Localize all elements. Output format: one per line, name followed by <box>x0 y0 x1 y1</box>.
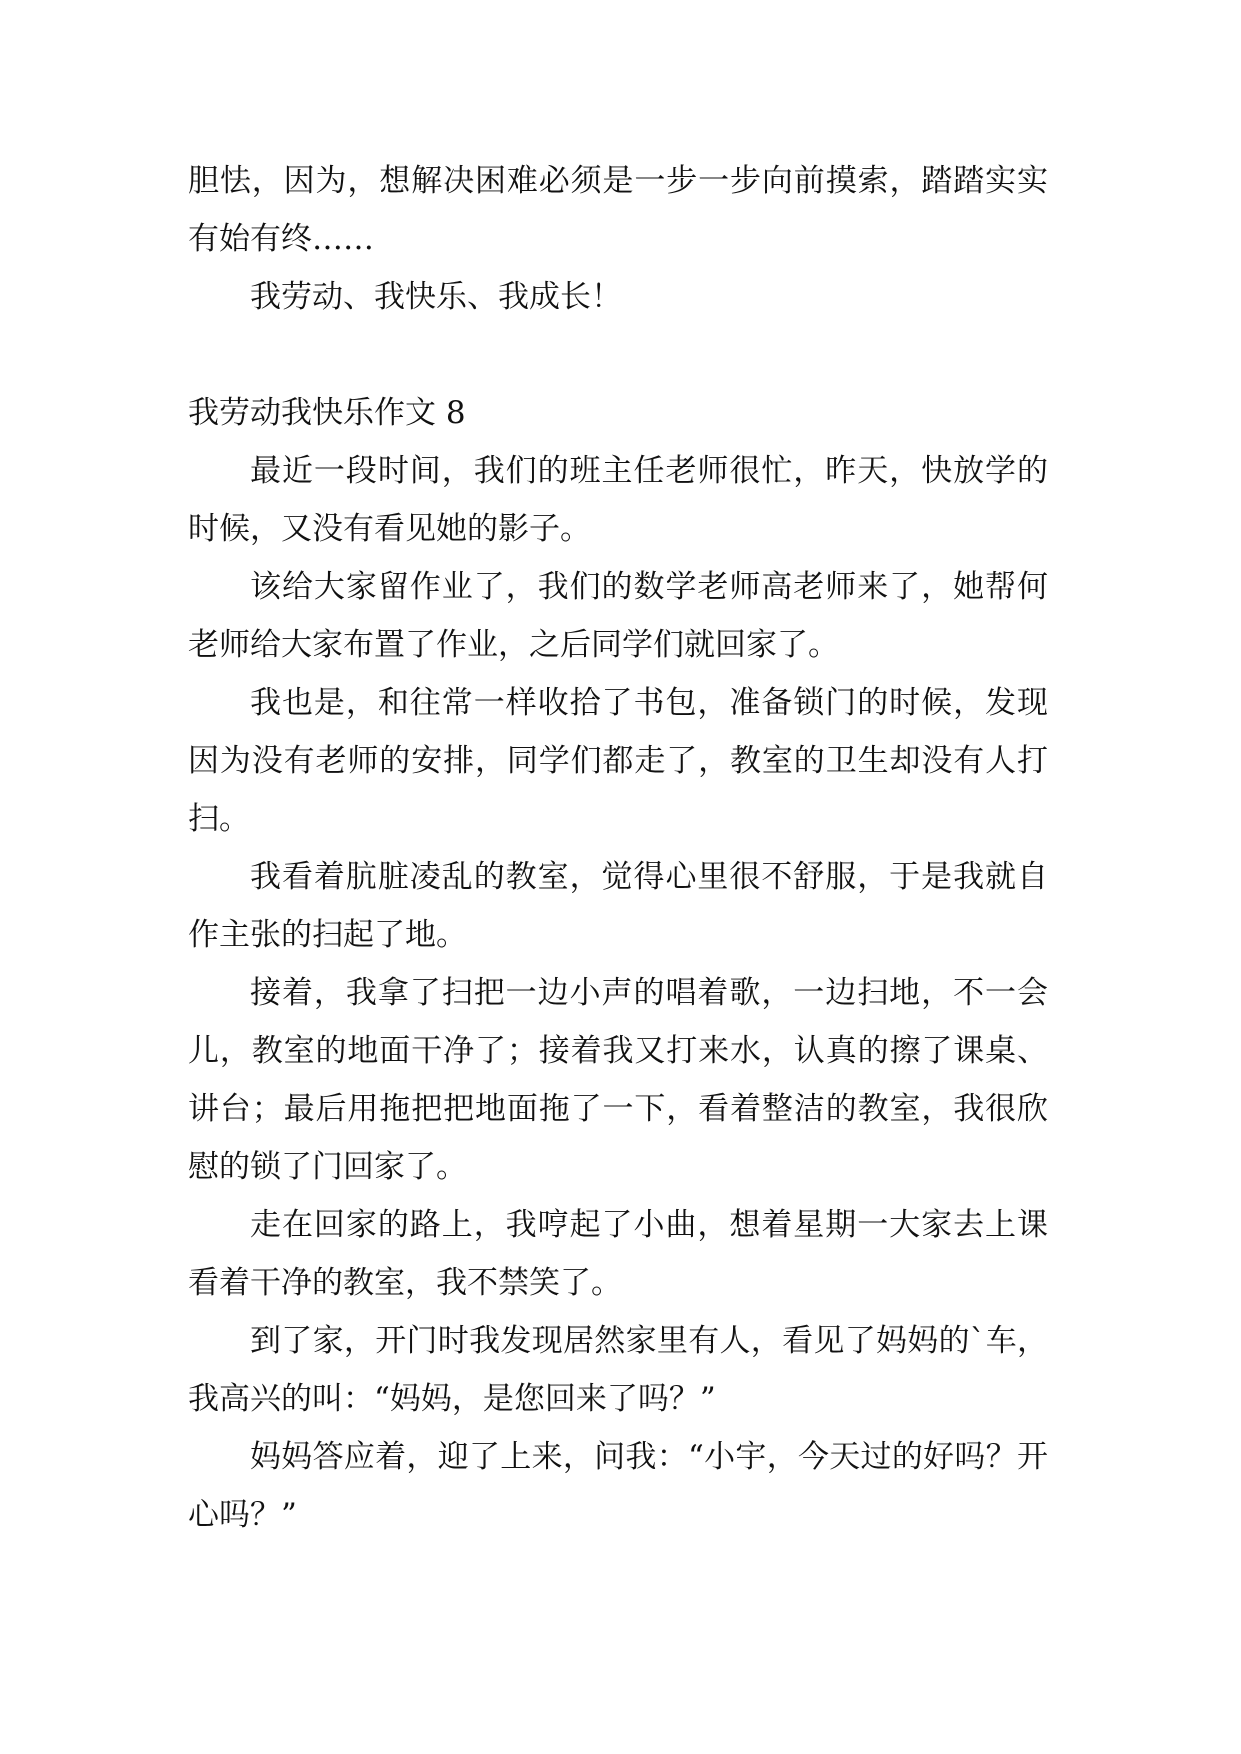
paragraph-closing-line: 我劳动、我快乐、我成长！ <box>250 279 622 315</box>
document-body <box>188 152 1048 1544</box>
paragraph-2: 该给大家留作业了，我们的数学老师高老师来了，她帮何老师给大家布置了作业，之后同学们就回家了。 <box>188 569 1048 663</box>
paragraph-continued: 胆怯，因为，想解决困难必须是一步一步向前摸索，踏踏实实有始有终…… <box>188 163 1048 257</box>
paragraph-6: 走在回家的路上，我哼起了小曲，想着星期一大家去上课看着干净的教室，我不禁笑了。 <box>188 1207 1048 1301</box>
paragraph-1: 最近一段时间，我们的班主任老师很忙，昨天，快放学的时候，又没有看见她的影子。 <box>188 453 1048 547</box>
essay-title: 我劳动我快乐作文 8 <box>188 395 466 431</box>
paragraph-3: 我也是，和往常一样收拾了书包，准备锁门的时候，发现因为没有老师的安排，同学们都走了，教室的卫生却没有人打扫。 <box>188 685 1048 837</box>
paragraph-7: 到了家，开门时我发现居然家里有人，看见了妈妈的`车，我高兴的叫：“妈妈，是您回来了吗？” <box>188 1323 1048 1417</box>
paragraph-4: 我看着肮脏凌乱的教室，觉得心里很不舒服，于是我就自作主张的扫起了地。 <box>188 859 1048 953</box>
paragraph-5: 接着，我拿了扫把一边小声的唱着歌，一边扫地，不一会儿，教室的地面干净了；接着我又打来水，认真的擦了课桌、讲台；最后用拖把把地面拖了一下，看着整洁的教室，我很欣慰的锁了门回家了。 <box>188 975 1048 1185</box>
paragraph-8: 妈妈答应着，迎了上来，问我：“小宇，今天过的好吗？开心吗？” <box>188 1439 1048 1533</box>
